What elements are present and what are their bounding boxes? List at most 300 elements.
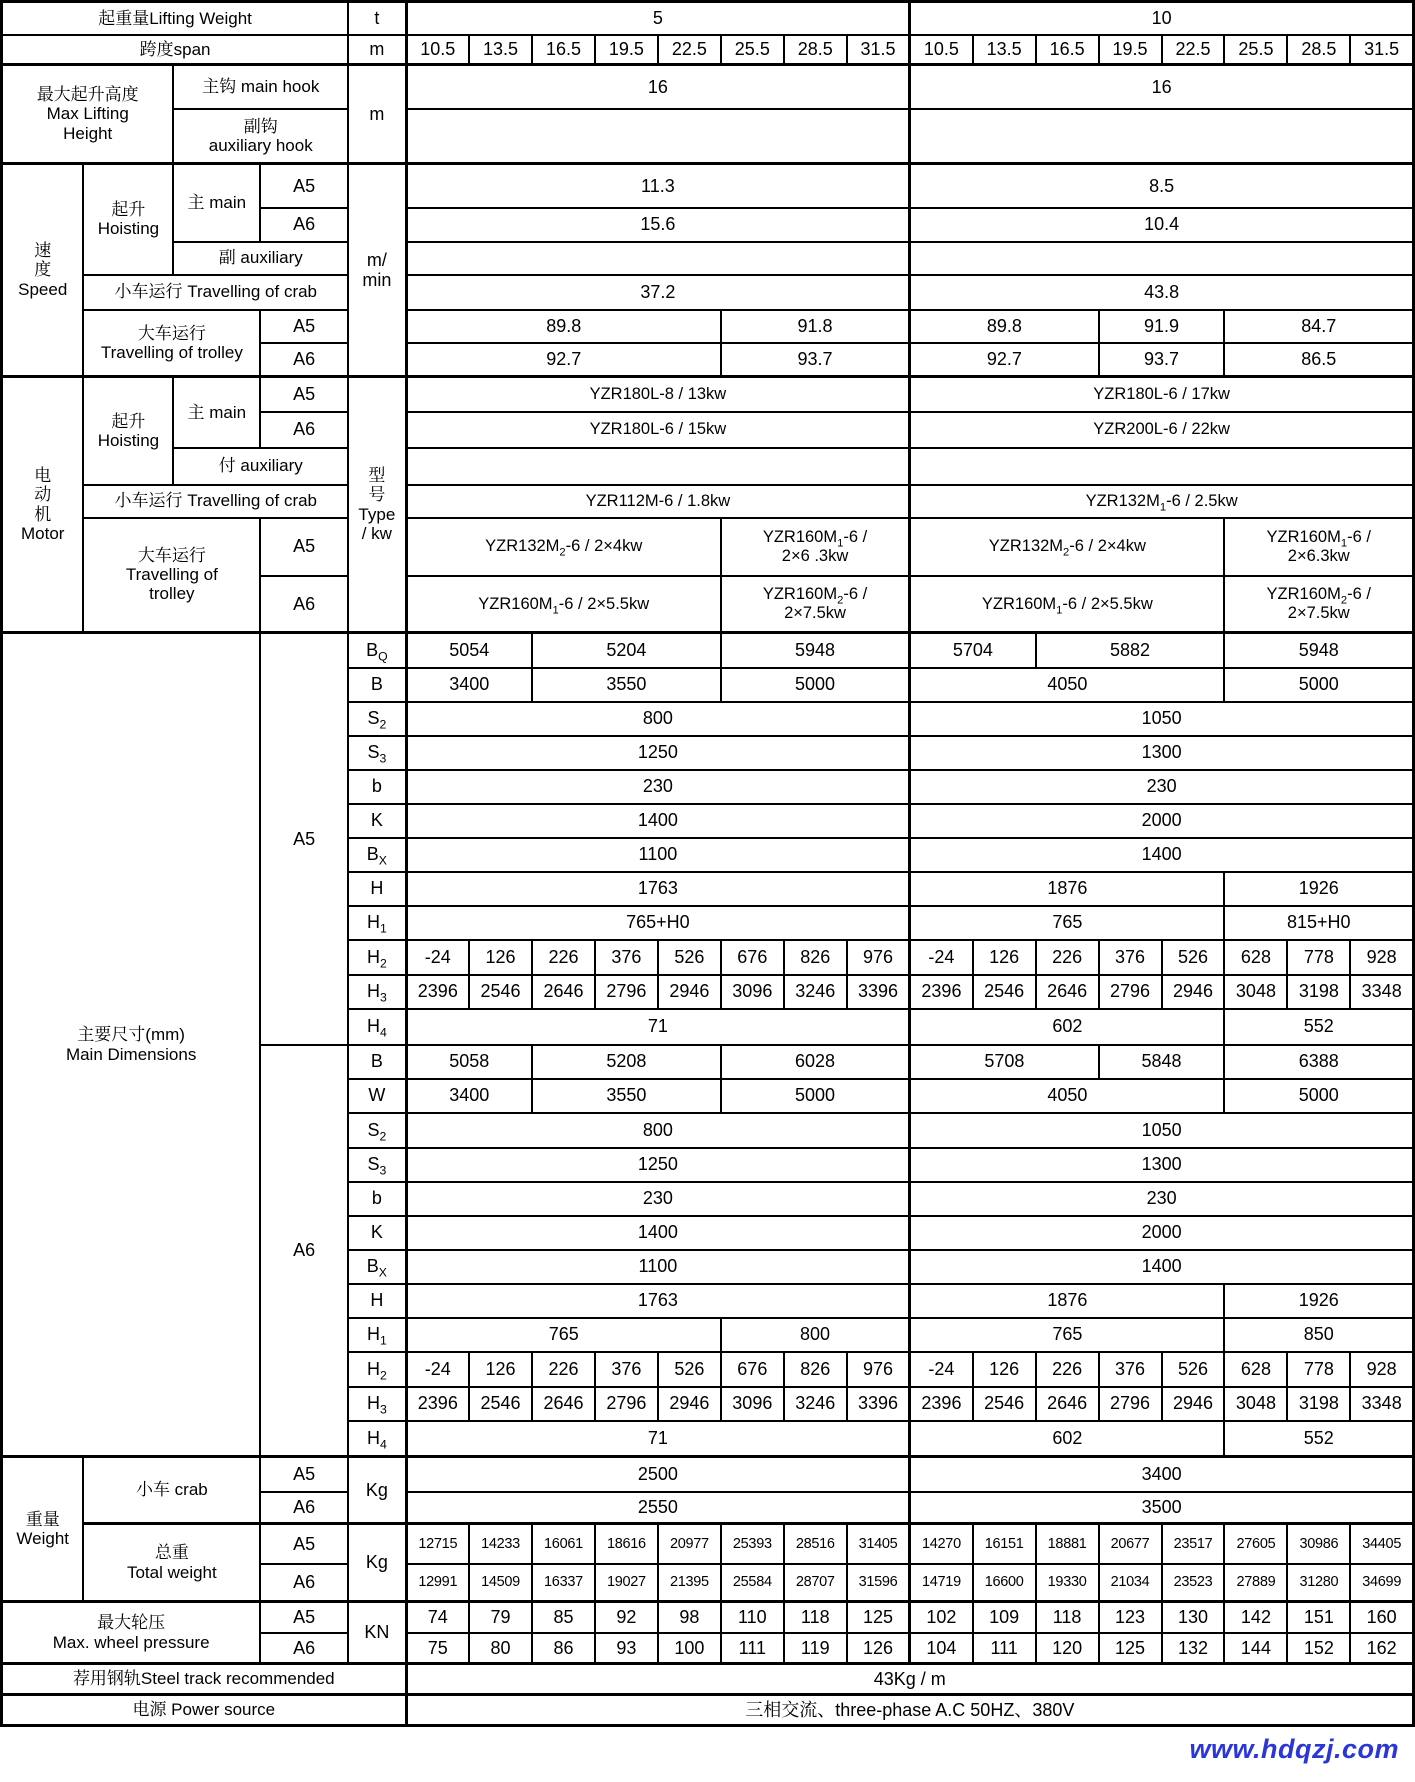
data-cell: 2646 <box>532 1387 595 1421</box>
data-cell: 1400 <box>910 1250 1414 1284</box>
data-cell: 19.5 <box>1099 35 1162 65</box>
data-cell: 3400 <box>406 668 532 702</box>
rating-a6: A6 <box>260 576 348 633</box>
data-cell: 1926 <box>1224 1284 1413 1318</box>
data-cell: 676 <box>721 1352 784 1387</box>
param-label: $S_3$ <box>348 736 406 770</box>
data-cell: 376 <box>595 940 658 975</box>
data-cell: YZR112M-6 / 1.8kw <box>406 485 910 518</box>
data-cell: 31405 <box>847 1524 910 1564</box>
data-cell: 4050 <box>910 1079 1225 1113</box>
data-cell: 125 <box>1099 1633 1162 1664</box>
data-cell: 118 <box>784 1602 847 1633</box>
data-cell: 526 <box>1162 940 1225 975</box>
data-cell: 1876 <box>910 872 1225 906</box>
data-cell: 3348 <box>1350 975 1413 1009</box>
data-cell: 126 <box>973 940 1036 975</box>
table-row <box>2 448 1414 485</box>
steel-track-label: 荐用钢轨Steel track recommended <box>2 1664 407 1695</box>
data-cell: 110 <box>721 1602 784 1633</box>
data-cell: -24 <box>406 940 469 975</box>
total-weight-label: 总重 Total weight <box>83 1524 260 1602</box>
rating-a6: A6 <box>260 1492 348 1524</box>
data-cell: 93.7 <box>721 343 910 377</box>
table-row <box>2 242 1414 275</box>
data-cell: 23517 <box>1162 1524 1225 1564</box>
data-cell: 126 <box>973 1352 1036 1387</box>
data-cell: 850 <box>1224 1318 1413 1352</box>
data-cell: 602 <box>910 1421 1225 1457</box>
rating-a6: A6 <box>260 1564 348 1602</box>
data-cell: 5882 <box>1036 633 1225 668</box>
param-label: $S_3$ <box>348 1148 406 1182</box>
data-cell: 19027 <box>595 1564 658 1602</box>
data-cell: 100 <box>658 1633 721 1664</box>
data-cell: 826 <box>784 940 847 975</box>
data-cell: 109 <box>973 1602 1036 1633</box>
data-cell: 826 <box>784 1352 847 1387</box>
data-cell: 778 <box>1287 1352 1350 1387</box>
data-cell: 1050 <box>910 702 1414 736</box>
data-cell: 3348 <box>1350 1387 1413 1421</box>
data-cell: 3048 <box>1224 975 1287 1009</box>
speed-section-label: 速 度 Speed <box>2 164 84 377</box>
param-label: H <box>348 872 406 906</box>
param-label: H <box>348 1284 406 1318</box>
data-cell: 25393 <box>721 1524 784 1564</box>
data-cell: $YZR160M_1-6$ / 2×6 .3kw <box>721 518 910 576</box>
data-cell: 102 <box>910 1602 973 1633</box>
unit-cell: m/ min <box>348 164 406 377</box>
table-row <box>2 310 1414 343</box>
data-cell: 1876 <box>910 1284 1225 1318</box>
param-label: K <box>348 1216 406 1250</box>
data-cell: 16 <box>406 65 910 109</box>
data-cell: 2000 <box>910 804 1414 838</box>
param-label: $H_2$ <box>348 940 406 975</box>
table-row <box>2 485 1414 518</box>
data-cell: 23523 <box>1162 1564 1225 1602</box>
data-cell: 230 <box>406 770 910 804</box>
data-cell: 74 <box>406 1602 469 1633</box>
data-cell: 976 <box>847 1352 910 1387</box>
rating-a6: A6 <box>260 412 348 448</box>
data-cell: 1300 <box>910 736 1414 770</box>
data-cell: 20677 <box>1099 1524 1162 1564</box>
data-cell: 22.5 <box>658 35 721 65</box>
data-cell: 111 <box>721 1633 784 1664</box>
data-cell: 526 <box>658 1352 721 1387</box>
table-row <box>2 1664 1414 1695</box>
data-cell: 226 <box>532 1352 595 1387</box>
data-cell: 1400 <box>406 1216 910 1250</box>
data-cell: 21395 <box>658 1564 721 1602</box>
data-cell: 226 <box>1036 940 1099 975</box>
data-cell <box>406 448 910 485</box>
data-cell: 226 <box>532 940 595 975</box>
param-label: $H_3$ <box>348 975 406 1009</box>
data-cell: 1250 <box>406 1148 910 1182</box>
data-cell: 526 <box>1162 1352 1225 1387</box>
data-cell: 1400 <box>406 804 910 838</box>
data-cell: 15.6 <box>406 208 910 242</box>
param-label: $H_1$ <box>348 1318 406 1352</box>
crab-travel-label: 小车运行 Travelling of crab <box>83 485 348 518</box>
param-label: B <box>348 1045 406 1079</box>
data-cell: 18616 <box>595 1524 658 1564</box>
param-label: K <box>348 804 406 838</box>
data-cell: 126 <box>847 1633 910 1664</box>
data-cell: 2646 <box>532 975 595 1009</box>
data-cell: 2546 <box>469 975 532 1009</box>
data-cell: 3246 <box>784 1387 847 1421</box>
data-cell: 2396 <box>910 1387 973 1421</box>
table-row <box>2 1602 1414 1633</box>
data-cell: 1250 <box>406 736 910 770</box>
param-label: $H_4$ <box>348 1009 406 1045</box>
data-cell: 22.5 <box>1162 35 1225 65</box>
data-cell: 2396 <box>406 1387 469 1421</box>
data-cell: 2796 <box>1099 1387 1162 1421</box>
unit-cell: m <box>348 35 406 65</box>
lifting-weight-label: 起重量Lifting Weight <box>2 2 349 35</box>
watermark: www.hdqzj.com <box>1189 1734 1399 1764</box>
data-cell: 28707 <box>784 1564 847 1602</box>
data-cell: 5948 <box>721 633 910 668</box>
wheel-pressure-label: 最大轮压 Max. wheel pressure <box>2 1602 261 1664</box>
data-cell: 1100 <box>406 1250 910 1284</box>
data-cell: 4050 <box>910 668 1225 702</box>
data-cell: 13.5 <box>469 35 532 65</box>
data-cell: 5000 <box>721 1079 910 1113</box>
data-cell: 30986 <box>1287 1524 1350 1564</box>
data-cell: 2796 <box>595 975 658 1009</box>
table-row <box>2 275 1414 310</box>
trolley-travel-label: 大车运行 Travelling of trolley <box>83 518 260 633</box>
data-cell: 1400 <box>910 838 1414 872</box>
data-cell: 2946 <box>1162 1387 1225 1421</box>
data-cell: 80 <box>469 1633 532 1664</box>
data-cell: 125 <box>847 1602 910 1633</box>
data-cell: 93 <box>595 1633 658 1664</box>
param-label: $H_3$ <box>348 1387 406 1421</box>
data-cell: 765 <box>910 1318 1225 1352</box>
table-row <box>2 65 1414 109</box>
data-cell: 25.5 <box>1224 35 1287 65</box>
data-cell: 800 <box>721 1318 910 1352</box>
data-cell: 6388 <box>1224 1045 1413 1079</box>
data-cell: 2546 <box>973 1387 1036 1421</box>
data-cell: 1050 <box>910 1113 1414 1148</box>
rating-a5: A5 <box>260 1524 348 1564</box>
data-cell: 92.7 <box>910 343 1099 377</box>
data-cell: -24 <box>910 1352 973 1387</box>
data-cell: 16.5 <box>532 35 595 65</box>
data-cell: 226 <box>1036 1352 1099 1387</box>
data-cell: 92 <box>595 1602 658 1633</box>
data-cell: 3198 <box>1287 1387 1350 1421</box>
data-cell: 5848 <box>1099 1045 1225 1079</box>
table-row <box>2 1524 1414 1564</box>
data-cell: 3550 <box>532 668 721 702</box>
data-cell: 10.4 <box>910 208 1414 242</box>
data-cell: 130 <box>1162 1602 1225 1633</box>
data-cell: 2946 <box>658 975 721 1009</box>
data-cell: 2546 <box>469 1387 532 1421</box>
param-label: $H_4$ <box>348 1421 406 1457</box>
table-row <box>2 109 1414 164</box>
data-cell <box>406 242 910 275</box>
data-cell: 27605 <box>1224 1524 1287 1564</box>
data-cell: 119 <box>784 1633 847 1664</box>
data-cell: 778 <box>1287 940 1350 975</box>
table-row <box>2 2 1414 35</box>
table-row <box>2 1695 1414 1726</box>
unit-cell: Kg <box>348 1524 406 1602</box>
rating-a5: A5 <box>260 1602 348 1633</box>
data-cell: 75 <box>406 1633 469 1664</box>
param-label: B <box>348 668 406 702</box>
data-cell: $YZR160M_2-6$ / 2×7.5kw <box>721 576 910 633</box>
data-cell: 31280 <box>1287 1564 1350 1602</box>
data-cell: YZR180L-6 / 15kw <box>406 412 910 448</box>
data-cell: 144 <box>1224 1633 1287 1664</box>
data-cell: 126 <box>469 1352 532 1387</box>
data-cell: 5000 <box>721 668 910 702</box>
data-cell: 18881 <box>1036 1524 1099 1564</box>
data-cell: 800 <box>406 702 910 736</box>
data-cell: 14719 <box>910 1564 973 1602</box>
data-cell: 31.5 <box>1350 35 1413 65</box>
param-label: W <box>348 1079 406 1113</box>
param-label: b <box>348 770 406 804</box>
data-cell: YZR200L-6 / 22kw <box>910 412 1414 448</box>
table-row <box>2 518 1414 576</box>
data-cell: 376 <box>595 1352 658 1387</box>
data-cell: 16.5 <box>1036 35 1099 65</box>
data-cell: 230 <box>910 1182 1414 1216</box>
data-cell: 8.5 <box>910 164 1414 208</box>
data-cell: 118 <box>1036 1602 1099 1633</box>
data-cell: 111 <box>973 1633 1036 1664</box>
data-cell: 2946 <box>1162 975 1225 1009</box>
data-cell: 10.5 <box>910 35 973 65</box>
data-cell: 765 <box>910 906 1225 940</box>
unit-cell: Kg <box>348 1457 406 1524</box>
data-cell: 10.5 <box>406 35 469 65</box>
data-cell: 928 <box>1350 940 1413 975</box>
data-cell: $YZR160M_1-6$ / 2×6.3kw <box>1224 518 1413 576</box>
data-cell: 5704 <box>910 633 1036 668</box>
data-cell: $YZR160M_1-6 / 2\times 5.5kw$ <box>910 576 1225 633</box>
capacity-value: 10 <box>910 2 1414 35</box>
data-cell: 28516 <box>784 1524 847 1564</box>
data-cell: 142 <box>1224 1602 1287 1633</box>
data-cell: 3096 <box>721 1387 784 1421</box>
unit-cell: t <box>348 2 406 35</box>
capacity-value: 5 <box>406 2 910 35</box>
table-row <box>2 1457 1414 1492</box>
data-cell: 14509 <box>469 1564 532 1602</box>
table-row <box>2 633 1414 668</box>
param-label: $H_2$ <box>348 1352 406 1387</box>
main-hook-label: 主钩 main hook <box>173 65 348 109</box>
data-cell: 92.7 <box>406 343 721 377</box>
data-cell: 123 <box>1099 1602 1162 1633</box>
data-cell: 85 <box>532 1602 595 1633</box>
param-label: $B_Q$ <box>348 633 406 668</box>
data-cell <box>910 242 1414 275</box>
data-cell: 5208 <box>532 1045 721 1079</box>
data-cell: 16600 <box>973 1564 1036 1602</box>
data-cell: 19330 <box>1036 1564 1099 1602</box>
data-cell: 2550 <box>406 1492 910 1524</box>
data-cell: 16061 <box>532 1524 595 1564</box>
data-cell: 132 <box>1162 1633 1225 1664</box>
data-cell: 151 <box>1287 1602 1350 1633</box>
data-cell: 2646 <box>1036 975 1099 1009</box>
data-cell: 2500 <box>406 1457 910 1492</box>
data-cell: $YZR160M_1-6 / 2\times 5.5kw$ <box>406 576 721 633</box>
data-cell: $YZR132M_2-6 / 2\times 4kw$ <box>910 518 1225 576</box>
data-cell: 84.7 <box>1224 310 1413 343</box>
trolley-travel-label: 大车运行 Travelling of trolley <box>83 310 260 377</box>
data-cell: 25.5 <box>721 35 784 65</box>
data-cell: 3198 <box>1287 975 1350 1009</box>
data-cell: 160 <box>1350 1602 1413 1633</box>
data-cell: 14233 <box>469 1524 532 1564</box>
data-cell: 800 <box>406 1113 910 1148</box>
table-row <box>2 35 1414 65</box>
data-cell: 3048 <box>1224 1387 1287 1421</box>
power-source-label: 电源 Power source <box>2 1695 407 1726</box>
crab-weight-label: 小车 crab <box>83 1457 260 1524</box>
data-cell: 14270 <box>910 1524 973 1564</box>
rating-a5: A5 <box>260 518 348 576</box>
data-cell: 552 <box>1224 1009 1413 1045</box>
data-cell: 765 <box>406 1318 721 1352</box>
data-cell: 5948 <box>1224 633 1413 668</box>
data-cell: 28.5 <box>1287 35 1350 65</box>
rating-a6: A6 <box>260 1633 348 1664</box>
data-cell: 27889 <box>1224 1564 1287 1602</box>
param-label: $B_X$ <box>348 1250 406 1284</box>
main-label: 主 main <box>173 164 260 242</box>
data-cell: 28.5 <box>784 35 847 65</box>
data-cell: 602 <box>910 1009 1225 1045</box>
data-cell: 93.7 <box>1099 343 1225 377</box>
data-cell: 676 <box>721 940 784 975</box>
rating-a6: A6 <box>260 1045 348 1457</box>
data-cell: 25584 <box>721 1564 784 1602</box>
data-cell: 13.5 <box>973 35 1036 65</box>
rating-a6: A6 <box>260 343 348 377</box>
data-cell: 152 <box>1287 1633 1350 1664</box>
param-label: $S_2$ <box>348 702 406 736</box>
dimensions-label: 主要尺寸(mm) Main Dimensions <box>2 633 261 1457</box>
crab-travel-label: 小车运行 Travelling of crab <box>83 275 348 310</box>
data-cell <box>910 448 1414 485</box>
data-cell: 162 <box>1350 1633 1413 1664</box>
data-cell: 1763 <box>406 1284 910 1318</box>
data-cell: 3396 <box>847 975 910 1009</box>
data-cell: 34699 <box>1350 1564 1413 1602</box>
data-cell: 5204 <box>532 633 721 668</box>
data-cell: 376 <box>1099 1352 1162 1387</box>
data-cell: 21034 <box>1099 1564 1162 1602</box>
data-cell: 1300 <box>910 1148 1414 1182</box>
data-cell: 34405 <box>1350 1524 1413 1564</box>
data-cell: 19.5 <box>595 35 658 65</box>
data-cell <box>406 109 910 164</box>
aux-label: 副 auxiliary <box>173 242 348 275</box>
data-cell: 104 <box>910 1633 973 1664</box>
data-cell: 91.8 <box>721 310 910 343</box>
weight-section-label: 重量 Weight <box>2 1457 84 1602</box>
max-lifting-height-label: 最大起升高度 Max Lifting Height <box>2 65 174 164</box>
data-cell: 3396 <box>847 1387 910 1421</box>
data-cell: 928 <box>1350 1352 1413 1387</box>
data-cell: 815+H0 <box>1224 906 1413 940</box>
data-cell: 3550 <box>532 1079 721 1113</box>
data-cell: -24 <box>910 940 973 975</box>
data-cell: -24 <box>406 1352 469 1387</box>
data-cell: 98 <box>658 1602 721 1633</box>
data-cell: 6028 <box>721 1045 910 1079</box>
data-cell: 3096 <box>721 975 784 1009</box>
data-cell: 2646 <box>1036 1387 1099 1421</box>
data-cell: 2546 <box>973 975 1036 1009</box>
data-cell: 31596 <box>847 1564 910 1602</box>
data-cell: 16 <box>910 65 1414 109</box>
data-cell: 1763 <box>406 872 910 906</box>
data-cell: 1926 <box>1224 872 1413 906</box>
unit-cell: m <box>348 65 406 164</box>
data-cell: 628 <box>1224 940 1287 975</box>
data-cell: 3246 <box>784 975 847 1009</box>
data-cell: 5000 <box>1224 1079 1413 1113</box>
data-cell: 3500 <box>910 1492 1414 1524</box>
data-cell: 86.5 <box>1224 343 1413 377</box>
hoisting-label: 起升 Hoisting <box>83 377 173 485</box>
aux-hook-label: 副钩 auxiliary hook <box>173 109 348 164</box>
hoisting-label: 起升 Hoisting <box>83 164 173 275</box>
data-cell: 976 <box>847 940 910 975</box>
data-cell: 376 <box>1099 940 1162 975</box>
data-cell: 11.3 <box>406 164 910 208</box>
data-cell: 5000 <box>1224 668 1413 702</box>
rating-a5: A5 <box>260 377 348 412</box>
data-cell: 2396 <box>910 975 973 1009</box>
param-label: $S_2$ <box>348 1113 406 1148</box>
data-cell: 765+H0 <box>406 906 910 940</box>
param-label: $B_X$ <box>348 838 406 872</box>
data-cell <box>910 109 1414 164</box>
data-cell: 5054 <box>406 633 532 668</box>
data-cell: $YZR132M_1-6 / 2.5kw$ <box>910 485 1414 518</box>
data-cell: 2396 <box>406 975 469 1009</box>
data-cell: 12715 <box>406 1524 469 1564</box>
data-cell: 5708 <box>910 1045 1099 1079</box>
data-cell: 37.2 <box>406 275 910 310</box>
rating-a6: A6 <box>260 208 348 242</box>
rating-a5: A5 <box>260 633 348 1045</box>
data-cell: $YZR132M_2-6 / 2\times 4kw$ <box>406 518 721 576</box>
data-cell: 16151 <box>973 1524 1036 1564</box>
rating-a5: A5 <box>260 1457 348 1492</box>
power-source-value: 三相交流、three-phase A.C 50HZ、380V <box>406 1695 1413 1726</box>
table-row <box>2 164 1414 208</box>
